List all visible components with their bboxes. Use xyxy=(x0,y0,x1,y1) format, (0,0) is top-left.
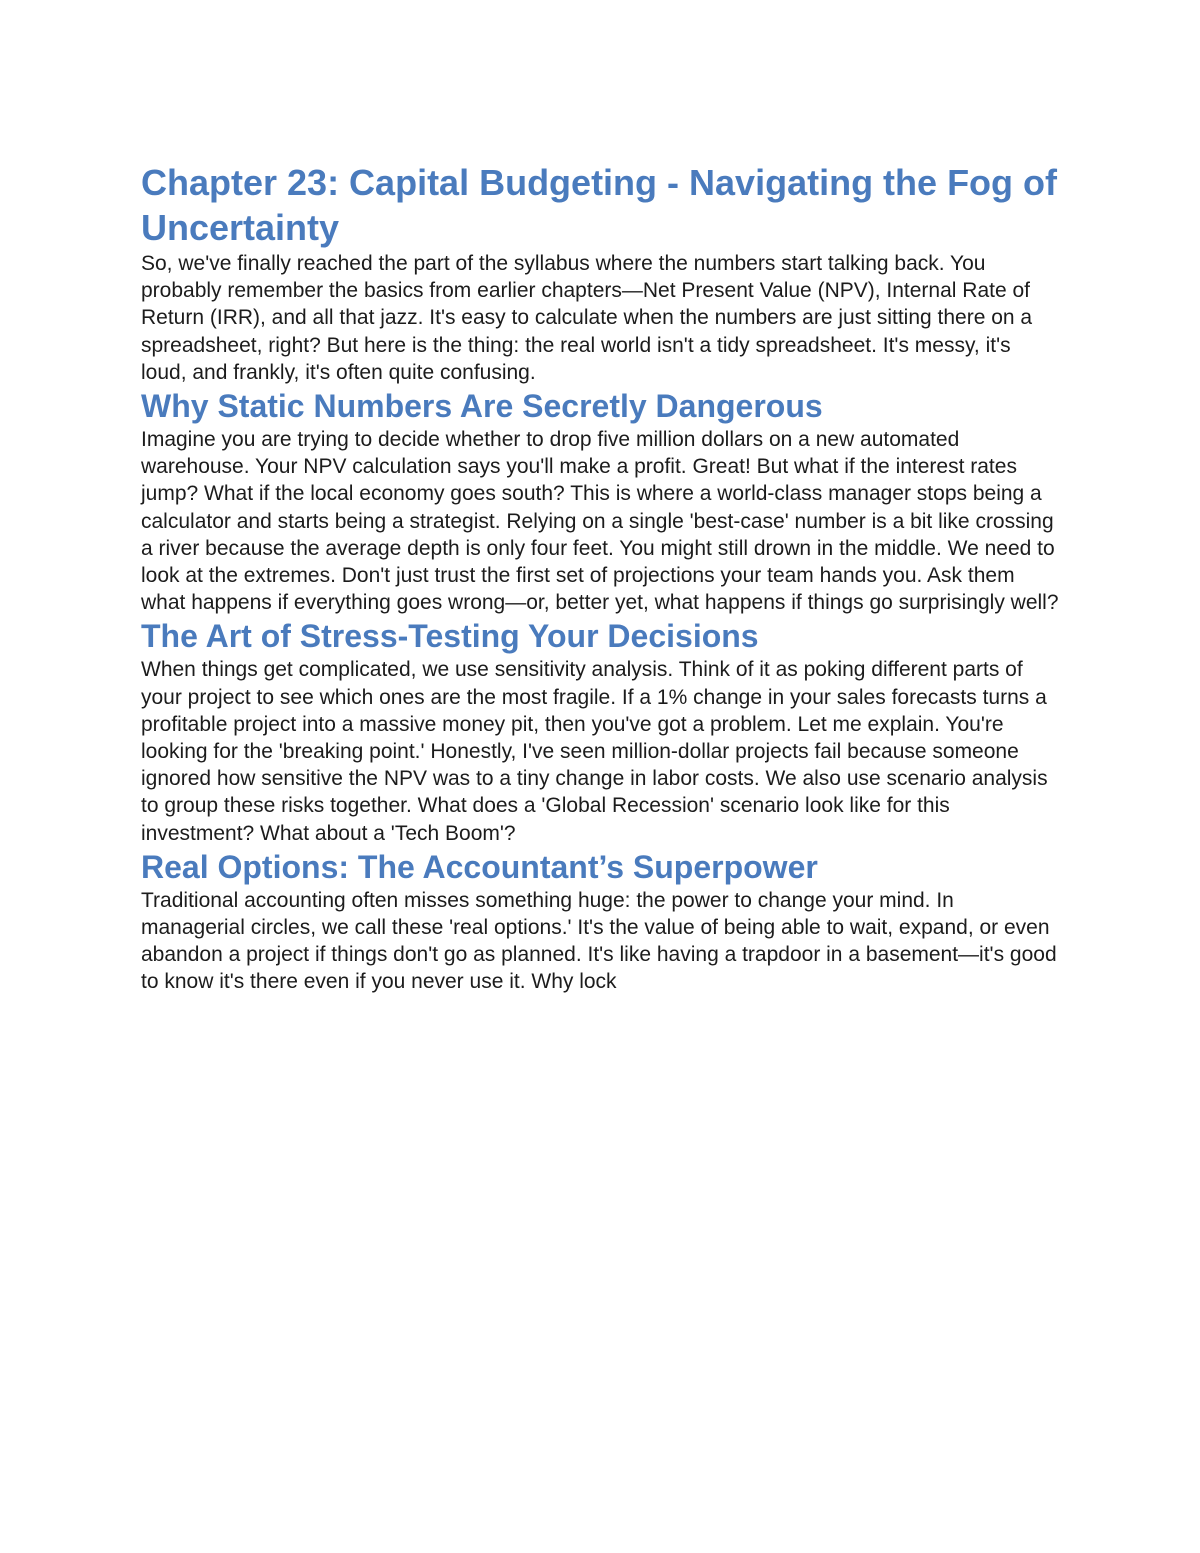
section-heading-static-numbers: Why Static Numbers Are Secretly Dangerous xyxy=(141,388,823,425)
section-paragraph-real-options: Traditional accounting often misses something huge: the power to change your mind. In managerial circles, we call these 'real options.' It's the value of being able to wait, expand, or even abandon a project if things don't go as planned. It's like having a trapdoor in a basement—it's good to know it's there even if you never use it. Why lock xyxy=(141,888,1057,994)
section-paragraph-static-numbers: Imagine you are trying to decide whether to drop five million dollars on a new automated warehouse. Your NPV calculation says you'll make a profit. Great! But what if the interest rates jump? What if the local economy goes south? This is where a world-class manager stops being a calculator and starts being a strategist. Relying on a single 'best-case' number is a bit like crossing a river because the average depth is only four feet. You might still drown in the middle. We need to look at the extremes. Don't just trust the first set of projections your team hands you. Ask them what happens if everything goes wrong—or, better yet, what happens if things go surprisingly well? xyxy=(141,428,1059,615)
section-paragraph-stress-testing: When things get complicated, we use sensitivity analysis. Think of it as poking different parts of your project to see which ones are the most fragile. If a 1% change in your sales forecasts turns a profitable project into a massive money pit, then you've got a problem. Let me explain. You're looking for the 'breaking point.' Honestly, I've seen million-dollar projects fail because someone ignored how sensitive the NPV was to a tiny change in labor costs. We also use scenario analysis to group these risks together. What does a 'Global Recession' scenario look like for this investment? What about a 'Tech Boom'? xyxy=(141,658,1048,845)
chapter-title: Chapter 23: Capital Budgeting - Navigating the Fog of Uncertainty xyxy=(141,162,1058,248)
document-page xyxy=(141,160,1061,996)
section-heading-real-options: Real Options: The Accountant’s Superpower xyxy=(141,848,818,885)
intro-paragraph: So, we've finally reached the part of the syllabus where the numbers start talking back. You probably remember the basics from earlier chapters—Net Present Value (NPV), Internal Rate of Return (IRR), and all that jazz. It's easy to calculate when the numbers are just sitting there on a spreadsheet, right? But here is the thing: the real world isn't a tidy spreadsheet. It's messy, it's loud, and frankly, it's often quite confusing. xyxy=(141,252,1033,384)
section-heading-stress-testing: The Art of Stress-Testing Your Decisions xyxy=(141,618,759,655)
